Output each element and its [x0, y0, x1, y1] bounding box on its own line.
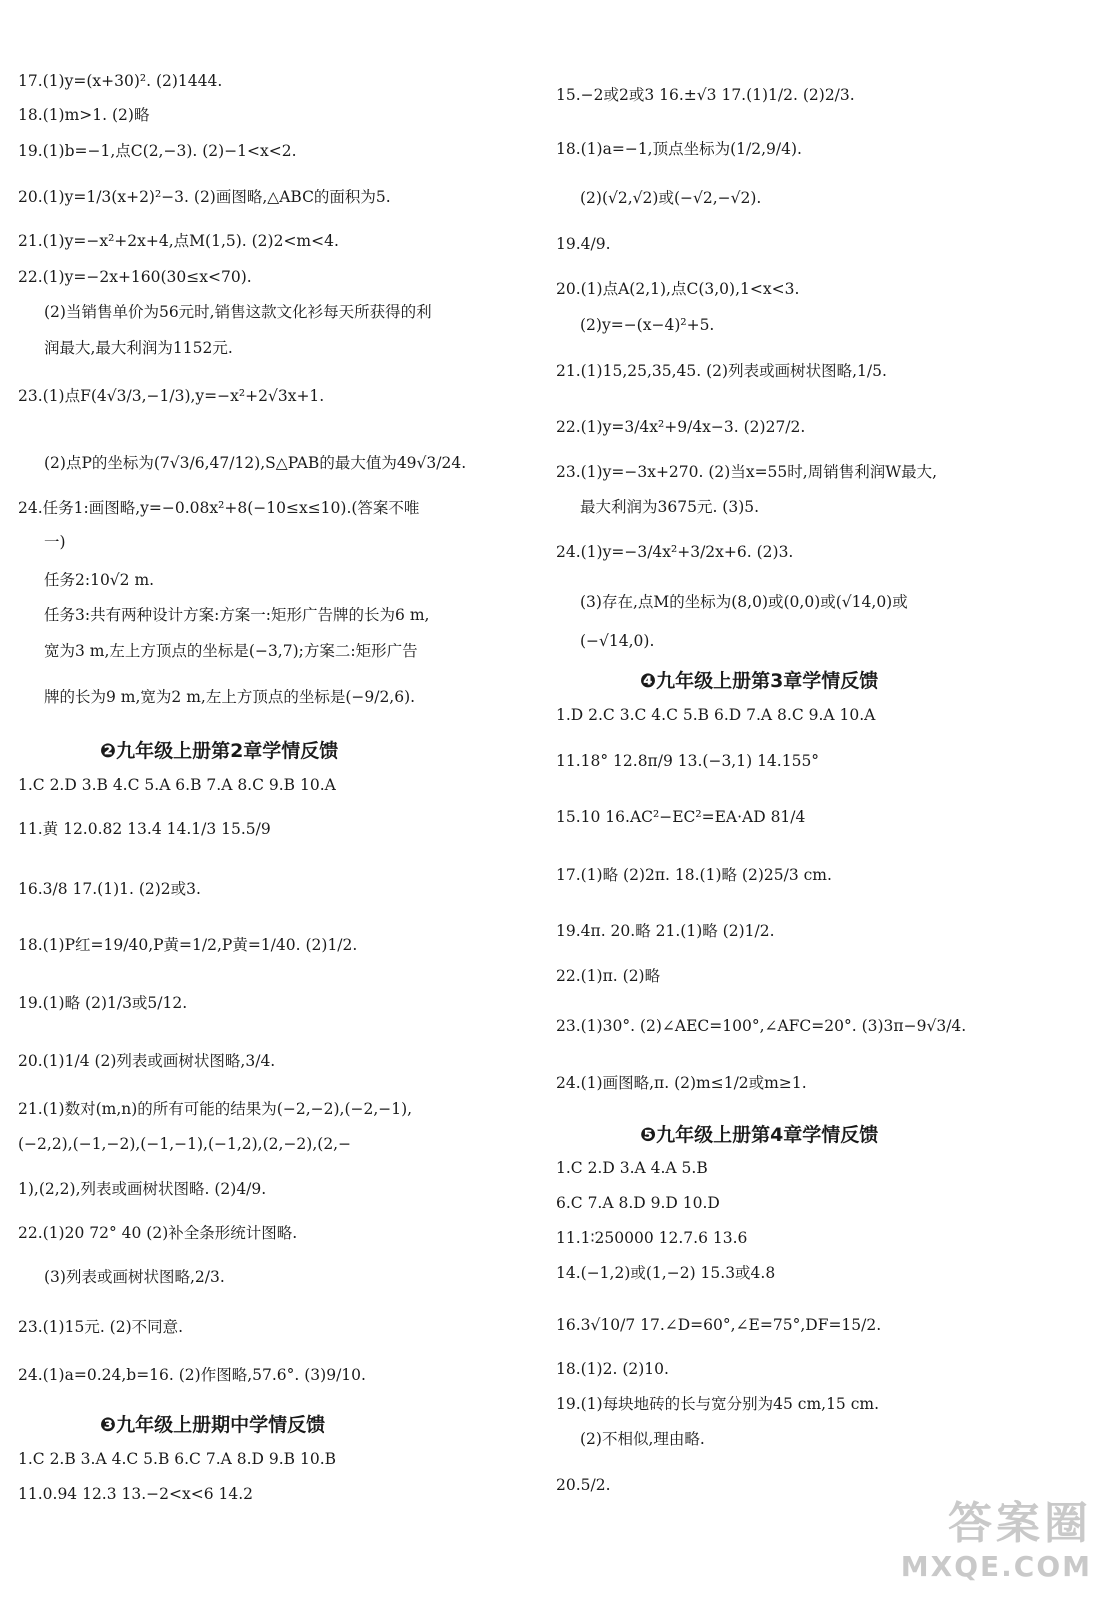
- answer-line: 17.(1)略 (2)2π. 18.(1)略 (2)25/3 cm.: [556, 866, 832, 884]
- answer-line: 24.(1)y=−3/4x²+3/2x+6. (2)3.: [556, 543, 794, 561]
- answer-line: (2)y=−(x−4)²+5.: [580, 316, 715, 334]
- answer-line: 11.1∶250000 12.7.6 13.6: [556, 1229, 748, 1247]
- answer-line: 16.3√10/7 17.∠D=60°,∠E=75°,DF=15/2.: [556, 1316, 882, 1334]
- answer-line: 23.(1)点F(4√3/3,−1/3),y=−x²+2√3x+1.: [18, 387, 325, 405]
- section-heading: ❺九年级上册第4章学情反馈: [640, 1124, 879, 1146]
- left-answer-column: [0, 0, 530, 1600]
- answer-line: (2)不相似,理由略.: [580, 1430, 705, 1448]
- answer-line: 1.D 2.C 3.C 4.C 5.B 6.D 7.A 8.C 9.A 10.A: [556, 706, 876, 724]
- answer-line: 最大利润为3675元. (3)5.: [580, 498, 760, 516]
- answer-line: 19.4π. 20.略 21.(1)略 (2)1/2.: [556, 922, 775, 940]
- answer-line: 21.(1)y=−x²+2x+4,点M(1,5). (2)2<m<4.: [18, 232, 339, 250]
- answer-line: (−2,2),(−1,−2),(−1,−1),(−1,2),(2,−2),(2,−: [18, 1135, 352, 1153]
- section-heading: ❹九年级上册第3章学情反馈: [640, 670, 879, 692]
- answer-line: 1.C 2.B 3.A 4.C 5.B 6.C 7.A 8.D 9.B 10.B: [18, 1450, 337, 1468]
- answer-line: 16.3/8 17.(1)1. (2)2或3.: [18, 880, 201, 898]
- answer-line: 18.(1)m>1. (2)略: [18, 106, 150, 124]
- answer-line: 23.(1)30°. (2)∠AEC=100°,∠AFC=20°. (3)3π−9√3/4.: [556, 1017, 967, 1035]
- answer-line: 15.−2或2或3 16.±√3 17.(1)1/2. (2)2/3.: [556, 86, 855, 104]
- watermark-url: MXQE.COM: [900, 1550, 1092, 1583]
- answer-line: (3)列表或画树状图略,2/3.: [44, 1268, 225, 1286]
- watermark-text: 答案圈: [948, 1498, 1092, 1549]
- answer-line: 6.C 7.A 8.D 9.D 10.D: [556, 1194, 720, 1212]
- answer-line: 19.4/9.: [556, 235, 611, 253]
- answer-line: 任务2:10√2 m.: [44, 571, 155, 589]
- answer-line: 18.(1)2. (2)10.: [556, 1360, 669, 1378]
- answer-line: (2)(√2,√2)或(−√2,−√2).: [580, 189, 762, 207]
- answer-line: 21.(1)数对(m,n)的所有可能的结果为(−2,−2),(−2,−1),: [18, 1100, 413, 1118]
- answer-line: (2)点P的坐标为(7√3/6,47/12),S△PAB的最大值为49√3/24.: [44, 454, 467, 472]
- answer-line: 宽为3 m,左上方顶点的坐标是(−3,7);方案二:矩形广告: [44, 642, 418, 660]
- answer-line: 24.(1)画图略,π. (2)m≤1/2或m≥1.: [556, 1074, 807, 1092]
- answer-line: 润最大,最大利润为1152元.: [44, 339, 233, 357]
- answer-line: 14.(−1,2)或(1,−2) 15.3或4.8: [556, 1264, 776, 1282]
- answer-line: 18.(1)P红=19/40,P黄=1/2,P黄=1/40. (2)1/2.: [18, 936, 358, 954]
- answer-line: 19.(1)b=−1,点C(2,−3). (2)−1<x<2.: [18, 142, 297, 160]
- answer-line: 20.5/2.: [556, 1476, 611, 1494]
- answer-line: 15.10 16.AC²−EC²=EA·AD 81/4: [556, 808, 806, 826]
- answer-line: 21.(1)15,25,35,45. (2)列表或画树状图略,1/5.: [556, 362, 887, 380]
- answer-line: 24.任务1:画图略,y=−0.08x²+8(−10≤x≤10).(答案不唯: [18, 499, 420, 517]
- section-heading: ❸九年级上册期中学情反馈: [100, 1414, 326, 1436]
- answer-line: 11.18° 12.8π/9 13.(−3,1) 14.155°: [556, 752, 820, 770]
- answer-line: 1.C 2.D 3.A 4.A 5.B: [556, 1159, 708, 1177]
- answer-line: (−√14,0).: [580, 632, 655, 650]
- answer-line: 22.(1)20 72° 40 (2)补全条形统计图略.: [18, 1224, 298, 1242]
- answer-line: 牌的长为9 m,宽为2 m,左上方顶点的坐标是(−9/2,6).: [44, 688, 416, 706]
- answer-line: 11.0.94 12.3 13.−2<x<6 14.2: [18, 1485, 254, 1503]
- answer-line: (3)存在,点M的坐标为(8,0)或(0,0)或(√14,0)或: [580, 593, 908, 611]
- answer-line: 20.(1)1/4 (2)列表或画树状图略,3/4.: [18, 1052, 276, 1070]
- answer-line: 18.(1)a=−1,顶点坐标为(1/2,9/4).: [556, 140, 802, 158]
- answer-line: 17.(1)y=(x+30)². (2)1444.: [18, 72, 223, 90]
- section-heading: ❷九年级上册第2章学情反馈: [100, 740, 339, 762]
- right-answer-column: [556, 0, 1086, 1600]
- answer-line: 一): [44, 533, 66, 551]
- answer-line: 24.(1)a=0.24,b=16. (2)作图略,57.6°. (3)9/10.: [18, 1366, 366, 1384]
- answer-line: 19.(1)每块地砖的长与宽分别为45 cm,15 cm.: [556, 1395, 880, 1413]
- answer-line: 22.(1)y=3/4x²+9/4x−3. (2)27/2.: [556, 418, 806, 436]
- answer-line: 22.(1)y=−2x+160(30≤x<70).: [18, 268, 252, 286]
- watermark-logo: [882, 1498, 1092, 1590]
- answer-line: 任务3:共有两种设计方案:方案一:矩形广告牌的长为6 m,: [44, 606, 430, 624]
- answer-line: (2)当销售单价为56元时,销售这款文化衫每天所获得的利: [44, 303, 432, 321]
- answer-line: 11.黄 12.0.82 13.4 14.1/3 15.5/9: [18, 820, 271, 838]
- answer-line: 19.(1)略 (2)1/3或5/12.: [18, 994, 188, 1012]
- answer-line: 20.(1)y=1/3(x+2)²−3. (2)画图略,△ABC的面积为5.: [18, 188, 391, 206]
- answer-line: 20.(1)点A(2,1),点C(3,0),1<x<3.: [556, 280, 800, 298]
- answer-line: 23.(1)15元. (2)不同意.: [18, 1318, 184, 1336]
- answer-line: 1.C 2.D 3.B 4.C 5.A 6.B 7.A 8.C 9.B 10.A: [18, 776, 336, 794]
- answer-line: 22.(1)π. (2)略: [556, 967, 661, 985]
- answer-line: 23.(1)y=−3x+270. (2)当x=55时,周销售利润W最大,: [556, 463, 938, 481]
- answer-line: 1),(2,2),列表或画树状图略. (2)4/9.: [18, 1180, 267, 1198]
